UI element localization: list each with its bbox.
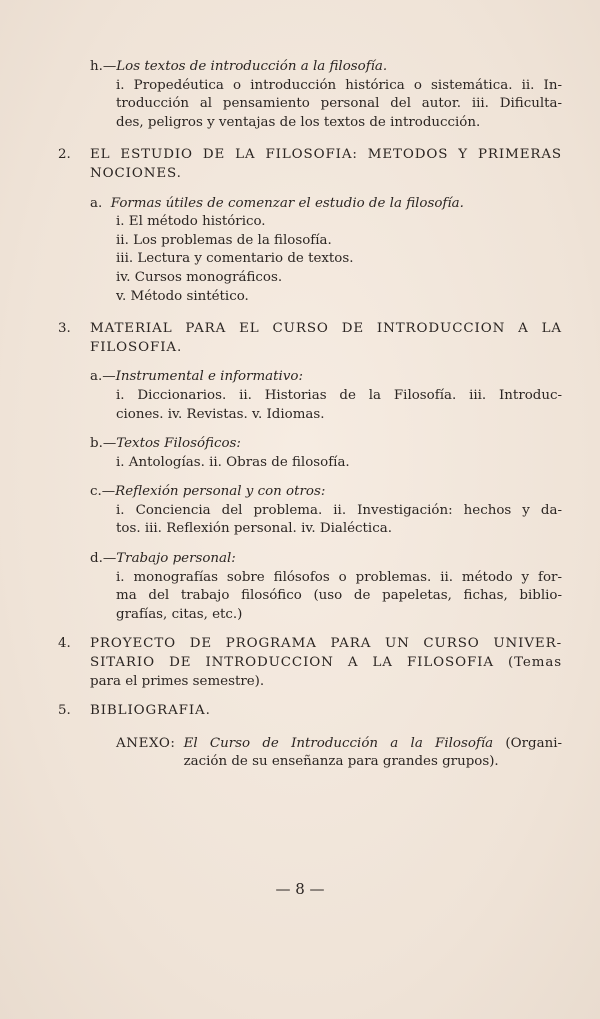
paragraph-line: grafías, citas, etc.)	[116, 606, 243, 622]
section-number: 3.	[58, 321, 71, 337]
section-title: NOCIONES.	[90, 165, 182, 181]
section-title: para el primes semestre).	[90, 673, 265, 689]
section-title: SITARIO DE INTRODUCCION A LA FILOSOFIA (Temas	[90, 655, 562, 671]
paragraph-line: i. Propedéutica o introducción histórica o sistemática. ii. In-	[116, 77, 562, 93]
paragraph-line: ma del trabajo filosófico (uso de papeletas, fichas, biblio-	[116, 588, 562, 604]
section-number: 4.	[58, 636, 71, 652]
section-2	[58, 146, 562, 306]
paragraph-line: i. Antologías. ii. Obras de filosofía.	[116, 454, 350, 470]
section-title: BIBLIOGRAFIA.	[90, 703, 211, 719]
annex	[116, 735, 562, 772]
annex-text: (Organi-	[505, 735, 562, 751]
subsection-c-heading	[90, 483, 562, 502]
list-item: ii. Los problemas de la filosofía.	[116, 232, 332, 248]
subsection-title: Formas útiles de comenzar el estudio de la filosofía.	[110, 195, 464, 211]
subsection-title: Reflexión personal y con otros:	[115, 484, 326, 500]
subsection-title: Instrumental e informativo:	[115, 369, 303, 385]
section-4	[58, 635, 562, 691]
subsection-d-heading	[90, 550, 562, 569]
subsection-a-heading	[90, 195, 562, 214]
paragraph-line: tos. iii. Reflexión personal. iv. Dialéctica.	[116, 521, 392, 537]
subsection-prefix: c.—	[90, 484, 116, 500]
list-item: iv. Cursos monográficos.	[116, 269, 283, 285]
subsection-h-heading	[90, 58, 562, 77]
subsection-a-heading	[90, 368, 562, 387]
list-item: i. El método histórico.	[116, 214, 266, 230]
section-title: PROYECTO DE PROGRAMA PARA UN CURSO UNIVER-	[90, 636, 562, 652]
paragraph-line: i. monografías sobre filósofos o problemas. ii. método y for-	[116, 569, 562, 585]
subsection-h-title: Los textos de introducción a la filosofía.	[116, 59, 388, 74]
list-item: v. Método sintético.	[116, 288, 249, 304]
annex-line	[184, 735, 562, 754]
paragraph-line: troducción al pensamiento personal del autor. iii. Dificulta-	[116, 96, 562, 112]
subsection-h-prefix: h.—	[90, 59, 117, 74]
annex-label: ANEXO:	[116, 735, 176, 751]
subsection-prefix: d.—	[90, 551, 117, 567]
subsection-title: Textos Filosóficos:	[116, 436, 241, 452]
paragraph-line: i. Diccionarios. ii. Historias de la Filosofía. iii. Introduc-	[116, 387, 562, 403]
subsection-title: Trabajo personal:	[116, 551, 236, 567]
subsection-h	[90, 58, 562, 132]
annex-title: El Curso de Introducción a la Filosofía	[183, 735, 494, 751]
section-number: 2.	[58, 147, 71, 163]
subsection-prefix: a.	[90, 195, 103, 211]
page-number: — 8 —	[275, 880, 325, 898]
paragraph-line: i. Conciencia del problema. ii. Investigación: hechos y da-	[116, 502, 562, 518]
section-number: 5.	[58, 703, 71, 719]
paragraph-line: ciones. iv. Revistas. v. Idiomas.	[116, 406, 325, 422]
subsection-b-heading	[90, 435, 562, 454]
paragraph-line: des, peligros y ventajas de los textos de introducción.	[116, 114, 481, 130]
subsection-prefix: a.—	[90, 369, 116, 385]
list-item: iii. Lectura y comentario de textos.	[116, 251, 354, 267]
section-5	[58, 702, 562, 721]
section-title: FILOSOFIA.	[90, 339, 183, 355]
annex-line: zación de su enseñanza para grandes grupos).	[183, 754, 499, 770]
content	[58, 58, 562, 772]
section-3	[58, 320, 562, 624]
subsection-prefix: b.—	[90, 436, 117, 452]
section-title: EL ESTUDIO DE LA FILOSOFIA: METODOS Y PRIMERAS	[90, 147, 562, 163]
section-title: MATERIAL PARA EL CURSO DE INTRODUCCION A LA	[90, 321, 562, 337]
